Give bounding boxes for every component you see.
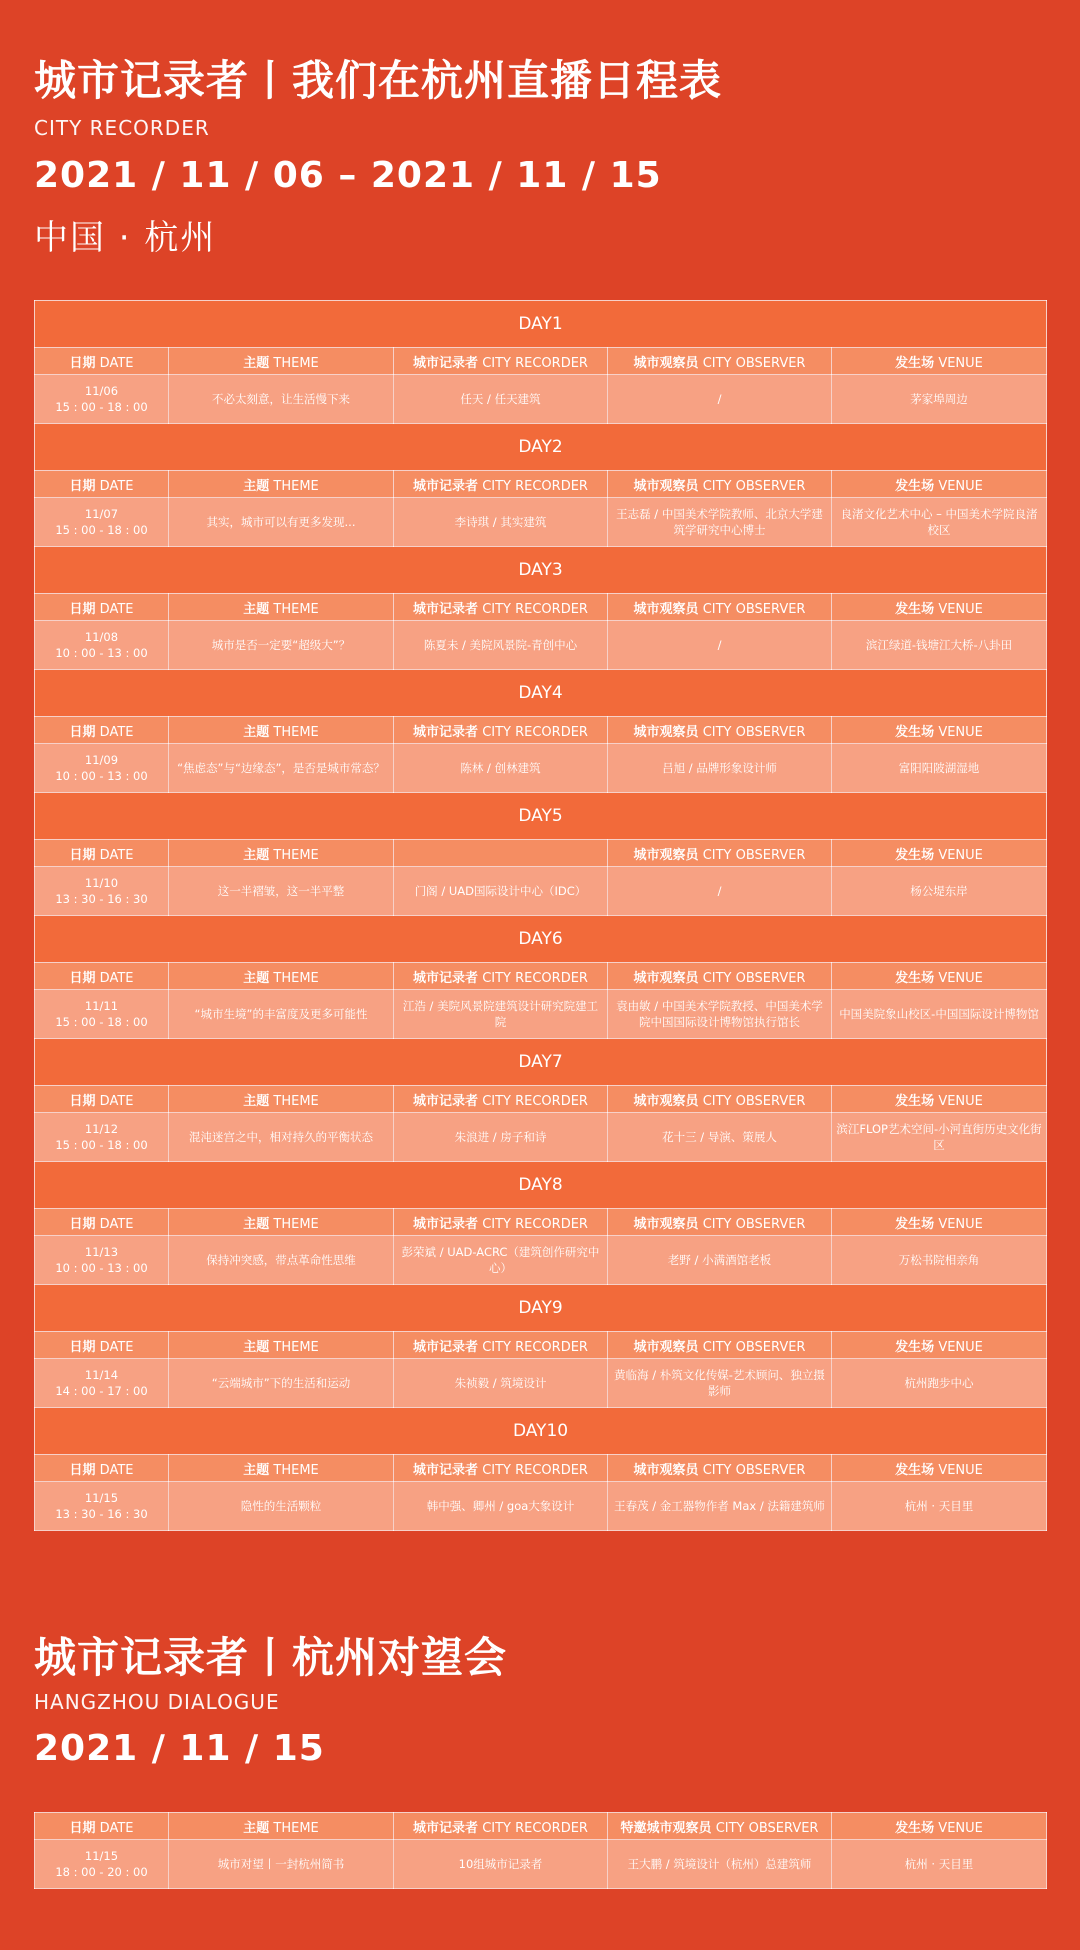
cell-venue: 滨江FLOP艺术空间-小河直街历史文化街区 <box>832 1113 1047 1162</box>
day-row <box>35 301 1047 348</box>
cell-venue: 富阳阳陂湖湿地 <box>832 744 1047 793</box>
day-row <box>35 547 1047 594</box>
header-special-observer: 特邀城市观察员 CITY OBSERVER <box>608 1813 832 1840</box>
cell-recorder: 江浩 / 美院风景院建筑设计研究院建工院 <box>394 990 608 1039</box>
dialogue-title: 城市记录者丨杭州对望会 <box>34 1633 508 1682</box>
date-range: 2021 / 11 / 06 – 2021 / 11 / 15 <box>34 155 662 196</box>
cell-venue: 万松书院相亲角 <box>832 1236 1047 1285</box>
header-date: 日期 DATE <box>35 717 169 744</box>
header-recorder: 城市记录者 CITY RECORDER <box>394 1455 608 1482</box>
header-theme: 主题 THEME <box>169 471 394 498</box>
cell-date: 11/11 15 : 00 - 18 : 00 <box>35 990 169 1039</box>
cell-recorder: 任天 / 任天建筑 <box>394 375 608 424</box>
header-theme: 主题 THEME <box>169 1455 394 1482</box>
schedule-table <box>34 300 1047 1531</box>
header-recorder: 城市记录者 CITY RECORDER <box>394 594 608 621</box>
header-row <box>35 1332 1047 1359</box>
cell-date: 11/15 13 : 30 - 16 : 30 <box>35 1482 169 1531</box>
cell-observer: 王大鹏 / 筑境设计（杭州）总建筑师 <box>608 1840 832 1889</box>
header-observer: 城市观察员 CITY OBSERVER <box>608 1332 832 1359</box>
day-label: DAY8 <box>35 1162 1047 1209</box>
cell-date: 11/08 10 : 00 - 13 : 00 <box>35 621 169 670</box>
header-row <box>35 840 1047 867</box>
day-row <box>35 670 1047 717</box>
header-theme: 主题 THEME <box>169 1086 394 1113</box>
header-venue: 发生场 VENUE <box>832 1455 1047 1482</box>
cell-venue: 良渚文化艺术中心 – 中国美术学院良渚校区 <box>832 498 1047 547</box>
day-row <box>35 916 1047 963</box>
cell-date: 11/09 10 : 00 - 13 : 00 <box>35 744 169 793</box>
header-venue: 发生场 VENUE <box>832 1813 1047 1840</box>
header-row <box>35 717 1047 744</box>
cell-recorder: 陈夏未 / 美院风景院-青创中心 <box>394 621 608 670</box>
day-row <box>35 1162 1047 1209</box>
dialogue-date: 2021 / 11 / 15 <box>34 1728 325 1769</box>
header-venue: 发生场 VENUE <box>832 348 1047 375</box>
header-venue: 发生场 VENUE <box>832 1209 1047 1236</box>
header-recorder: 城市记录者 CITY RECORDER <box>394 471 608 498</box>
cell-recorder: 10组城市记录者 <box>394 1840 608 1889</box>
page-title: 城市记录者丨我们在杭州直播日程表 <box>34 56 723 105</box>
header-theme: 主题 THEME <box>169 348 394 375</box>
header-observer: 城市观察员 CITY OBSERVER <box>608 1209 832 1236</box>
header-theme: 主题 THEME <box>169 1209 394 1236</box>
header-date: 日期 DATE <box>35 963 169 990</box>
cell-venue: 杭州 · 天目里 <box>832 1840 1047 1889</box>
cell-observer: 王春茂 / 金工器物作者 Max / 法籍建筑师 <box>608 1482 832 1531</box>
cell-theme: “城市生境”的丰富度及更多可能性 <box>169 990 394 1039</box>
header-row <box>35 1813 1047 1840</box>
table-row <box>35 990 1047 1039</box>
header-venue: 发生场 VENUE <box>832 471 1047 498</box>
header-date: 日期 DATE <box>35 1209 169 1236</box>
cell-date: 11/15 18 : 00 - 20 : 00 <box>35 1840 169 1889</box>
header-observer: 城市观察员 CITY OBSERVER <box>608 471 832 498</box>
header-observer: 城市观察员 CITY OBSERVER <box>608 717 832 744</box>
day-label: DAY9 <box>35 1285 1047 1332</box>
header-venue: 发生场 VENUE <box>832 1086 1047 1113</box>
header-theme: 主题 THEME <box>169 963 394 990</box>
day-label: DAY10 <box>35 1408 1047 1455</box>
header-theme: 主题 THEME <box>169 594 394 621</box>
table-row <box>35 498 1047 547</box>
cell-theme: “云端城市”下的生活和运动 <box>169 1359 394 1408</box>
cell-date: 11/12 15 : 00 - 18 : 00 <box>35 1113 169 1162</box>
header-recorder <box>394 840 608 867</box>
header-venue: 发生场 VENUE <box>832 594 1047 621</box>
cell-venue: 茅家埠周边 <box>832 375 1047 424</box>
cell-theme: 城市是否一定要“超级大”？ <box>169 621 394 670</box>
header-date: 日期 DATE <box>35 1813 169 1840</box>
dialogue-row <box>35 1840 1047 1889</box>
page-subtitle: CITY RECORDER <box>34 116 210 140</box>
header-recorder: 城市记录者 CITY RECORDER <box>394 1332 608 1359</box>
header-date: 日期 DATE <box>35 1332 169 1359</box>
dialogue-table <box>34 1812 1047 1889</box>
header-row <box>35 348 1047 375</box>
table-row <box>35 1482 1047 1531</box>
table-row <box>35 1236 1047 1285</box>
cell-observer: 吕旭 / 品牌形象设计师 <box>608 744 832 793</box>
day-row <box>35 424 1047 471</box>
cell-recorder: 陈林 / 创林建筑 <box>394 744 608 793</box>
cell-theme: 这一半褶皱，这一半平整 <box>169 867 394 916</box>
day-row <box>35 793 1047 840</box>
cell-theme: 不必太刻意，让生活慢下来 <box>169 375 394 424</box>
cell-date: 11/10 13 : 30 - 16 : 30 <box>35 867 169 916</box>
cell-theme: “焦虑态”与“边缘态”，是否是城市常态？ <box>169 744 394 793</box>
header-observer: 城市观察员 CITY OBSERVER <box>608 840 832 867</box>
header-observer: 城市观察员 CITY OBSERVER <box>608 1086 832 1113</box>
header-observer: 城市观察员 CITY OBSERVER <box>608 1455 832 1482</box>
day-row <box>35 1285 1047 1332</box>
day-label: DAY4 <box>35 670 1047 717</box>
header-theme: 主题 THEME <box>169 1813 394 1840</box>
cell-recorder: 朱祯毅 / 筑境设计 <box>394 1359 608 1408</box>
cell-theme: 混沌迷宫之中，相对持久的平衡状态 <box>169 1113 394 1162</box>
header-row <box>35 471 1047 498</box>
cell-theme: 城市对望丨一封杭州简书 <box>169 1840 394 1889</box>
header-venue: 发生场 VENUE <box>832 963 1047 990</box>
header-row <box>35 1455 1047 1482</box>
cell-observer: 花十三 / 导演、策展人 <box>608 1113 832 1162</box>
cell-recorder: 彭荣斌 / UAD-ACRC（建筑创作研究中心） <box>394 1236 608 1285</box>
day-label: DAY3 <box>35 547 1047 594</box>
table-row <box>35 375 1047 424</box>
day-label: DAY2 <box>35 424 1047 471</box>
cell-date: 11/06 15 : 00 - 18 : 00 <box>35 375 169 424</box>
cell-date: 11/13 10 : 00 - 13 : 00 <box>35 1236 169 1285</box>
header-recorder: 城市记录者 CITY RECORDER <box>394 717 608 744</box>
cell-recorder: 韩中强、卿州 / goa大象设计 <box>394 1482 608 1531</box>
cell-observer: 王志磊 / 中国美术学院教师、北京大学建筑学研究中心博士 <box>608 498 832 547</box>
cell-theme: 隐性的生活颗粒 <box>169 1482 394 1531</box>
day-label: DAY7 <box>35 1039 1047 1086</box>
table-row <box>35 744 1047 793</box>
header-date: 日期 DATE <box>35 471 169 498</box>
table-row <box>35 621 1047 670</box>
header-observer: 城市观察员 CITY OBSERVER <box>608 348 832 375</box>
cell-venue: 滨江绿道-钱塘江大桥-八卦田 <box>832 621 1047 670</box>
cell-date: 11/07 15 : 00 - 18 : 00 <box>35 498 169 547</box>
cell-theme: 其实，城市可以有更多发现... <box>169 498 394 547</box>
cell-observer: / <box>608 621 832 670</box>
header-recorder: 城市记录者 CITY RECORDER <box>394 1813 608 1840</box>
header-date: 日期 DATE <box>35 840 169 867</box>
cell-observer: / <box>608 867 832 916</box>
cell-observer: 袁由敏 / 中国美术学院教授、中国美术学院中国国际设计博物馆执行馆长 <box>608 990 832 1039</box>
cell-theme: 保持冲突感，带点革命性思维 <box>169 1236 394 1285</box>
header-row <box>35 963 1047 990</box>
table-row <box>35 867 1047 916</box>
cell-observer: / <box>608 375 832 424</box>
dialogue-subtitle: HANGZHOU DIALOGUE <box>34 1690 280 1714</box>
header-venue: 发生场 VENUE <box>832 1332 1047 1359</box>
day-row <box>35 1039 1047 1086</box>
cell-observer: 老野 / 小满酒馆老板 <box>608 1236 832 1285</box>
day-label: DAY1 <box>35 301 1047 348</box>
header-recorder: 城市记录者 CITY RECORDER <box>394 1209 608 1236</box>
day-label: DAY5 <box>35 793 1047 840</box>
cell-recorder: 朱浪进 / 房子和诗 <box>394 1113 608 1162</box>
header-theme: 主题 THEME <box>169 717 394 744</box>
cell-observer: 黄临海 / 朴筑文化传媒-艺术顾问、独立摄影师 <box>608 1359 832 1408</box>
header-recorder: 城市记录者 CITY RECORDER <box>394 348 608 375</box>
table-row <box>35 1113 1047 1162</box>
header-date: 日期 DATE <box>35 348 169 375</box>
header-row <box>35 1209 1047 1236</box>
header-row <box>35 594 1047 621</box>
header-recorder: 城市记录者 CITY RECORDER <box>394 963 608 990</box>
cell-venue: 杭州跑步中心 <box>832 1359 1047 1408</box>
header-recorder: 城市记录者 CITY RECORDER <box>394 1086 608 1113</box>
location: 中国 · 杭州 <box>34 218 217 258</box>
cell-recorder: 门阁 / UAD国际设计中心（IDC） <box>394 867 608 916</box>
cell-venue: 杨公堤东岸 <box>832 867 1047 916</box>
day-label: DAY6 <box>35 916 1047 963</box>
header-observer: 城市观察员 CITY OBSERVER <box>608 963 832 990</box>
header-theme: 主题 THEME <box>169 840 394 867</box>
cell-recorder: 李诗琪 / 其实建筑 <box>394 498 608 547</box>
header-date: 日期 DATE <box>35 594 169 621</box>
header-venue: 发生场 VENUE <box>832 840 1047 867</box>
header-date: 日期 DATE <box>35 1086 169 1113</box>
cell-venue: 中国美院象山校区-中国国际设计博物馆 <box>832 990 1047 1039</box>
header-row <box>35 1086 1047 1113</box>
day-row <box>35 1408 1047 1455</box>
header-theme: 主题 THEME <box>169 1332 394 1359</box>
header-venue: 发生场 VENUE <box>832 717 1047 744</box>
header-date: 日期 DATE <box>35 1455 169 1482</box>
cell-date: 11/14 14 : 00 - 17 : 00 <box>35 1359 169 1408</box>
table-row <box>35 1359 1047 1408</box>
header-observer: 城市观察员 CITY OBSERVER <box>608 594 832 621</box>
cell-venue: 杭州 · 天目里 <box>832 1482 1047 1531</box>
